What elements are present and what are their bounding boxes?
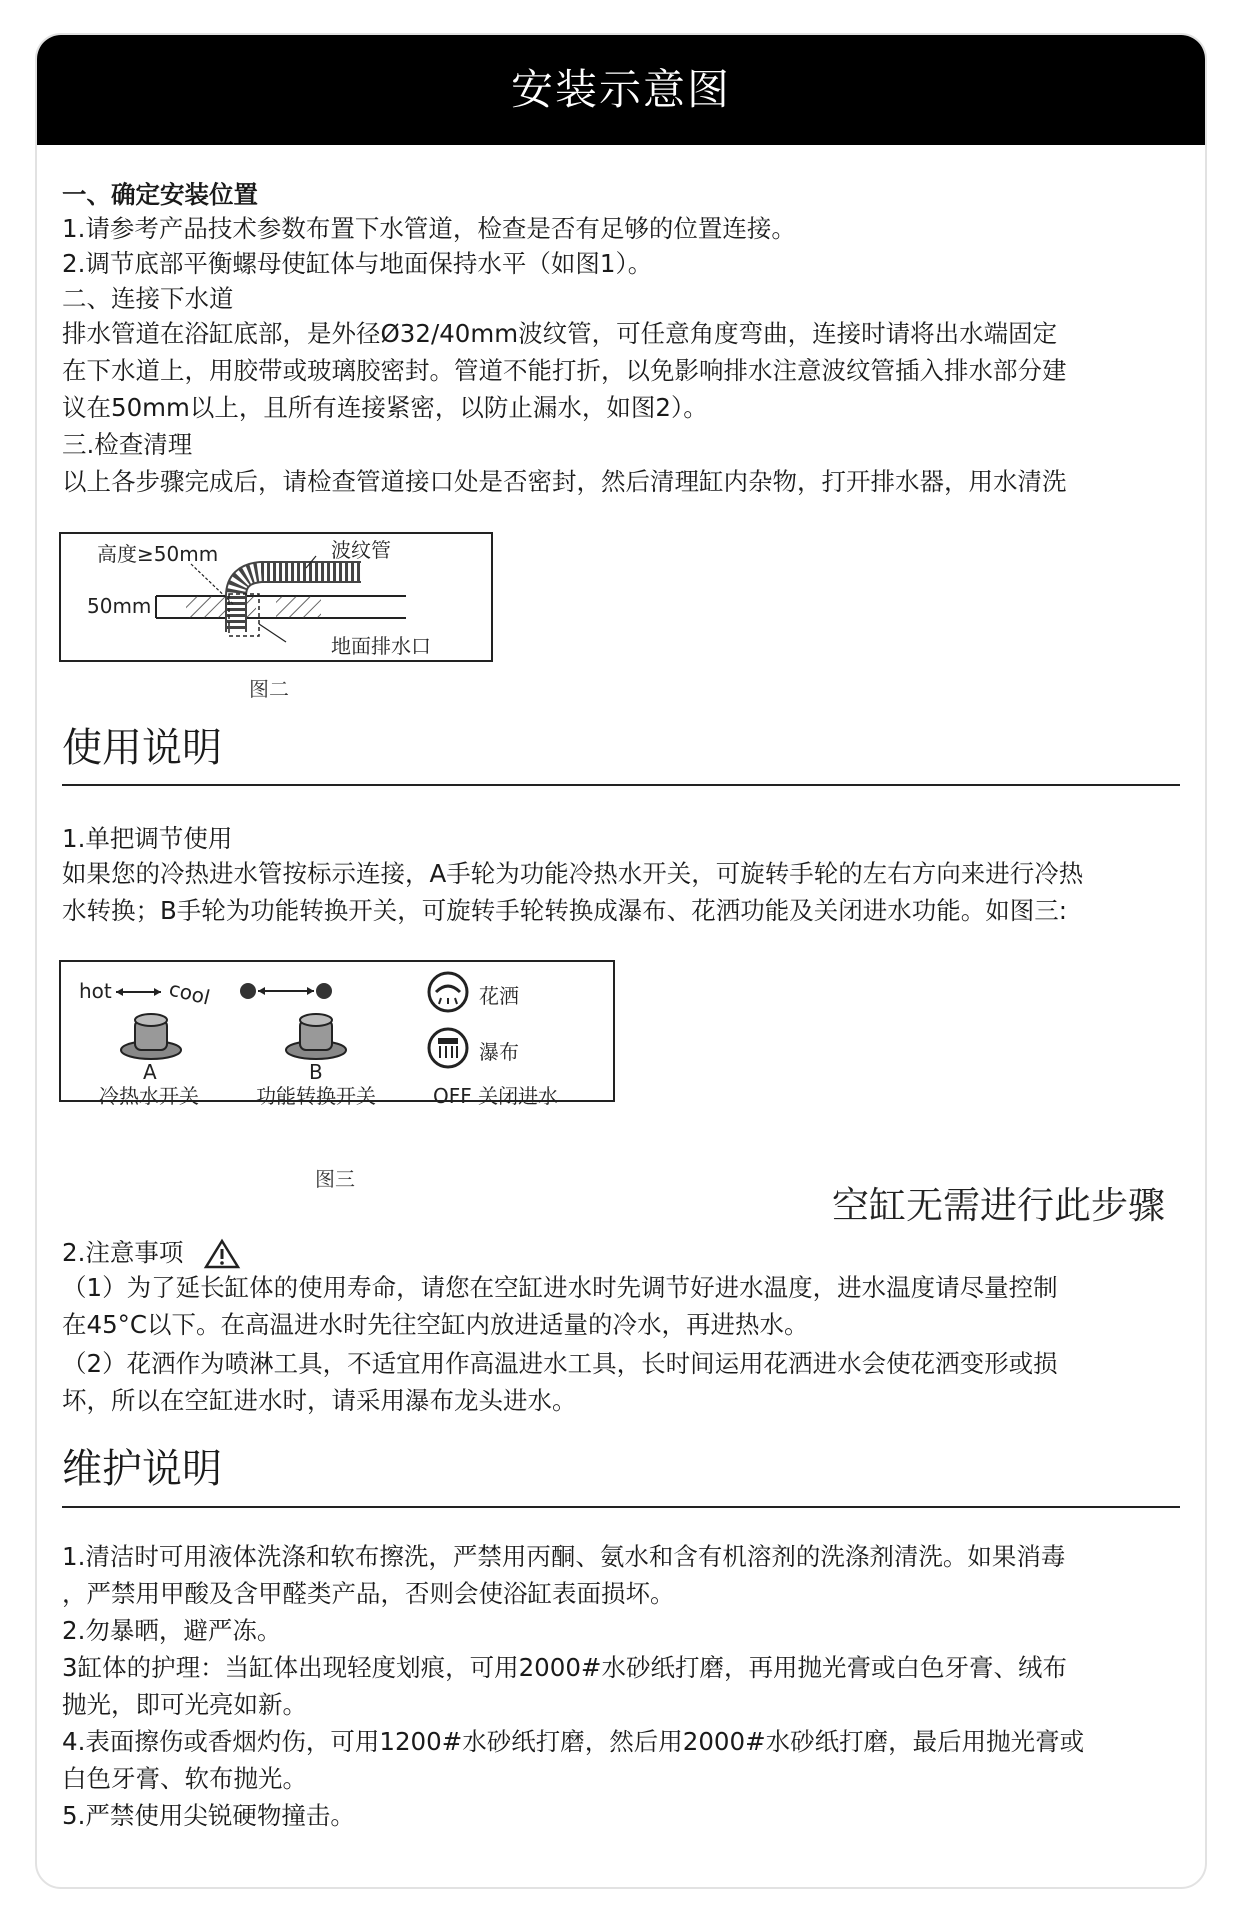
maintenance-line: ，严禁用甲酸及含甲醛类产品，否则会使浴缸表面损坏。 — [62, 1579, 675, 1608]
maintenance-line: 5.严禁使用尖锐硬物撞击。 — [62, 1801, 355, 1830]
caution-line: （2）花洒作为喷淋工具，不适宜用作高温进水工具，长时间运用花洒进水会使花洒变形或损 — [62, 1349, 1058, 1378]
maintenance-heading: 维护说明 — [62, 1446, 222, 1492]
label-50mm: 50mm — [87, 594, 152, 618]
install-line: 议在50mm以上，且所有连接紧密，以防止漏水，如图2）。 — [62, 393, 708, 422]
figure-2-drain-diagram — [59, 532, 493, 662]
label-waterfall: 瀑布 — [479, 1040, 519, 1064]
usage-divider — [62, 784, 1180, 786]
label-shower: 花洒 — [479, 984, 519, 1008]
label-off-close-water: OFF 关闭进水 — [433, 1084, 559, 1108]
maintenance-line: 抛光，即可光亮如新。 — [62, 1690, 307, 1719]
label-corrugated-pipe: 波纹管 — [331, 538, 391, 562]
caution-line: 坏，所以在空缸进水时，请采用瀑布龙头进水。 — [62, 1386, 577, 1415]
install-line: 在下水道上，用胶带或玻璃胶密封。管道不能打折，以免影响排水注意波纹管插入排水部分建 — [62, 356, 1067, 385]
maintenance-line: 白色牙膏、软布抛光。 — [62, 1764, 307, 1793]
install-line: 1.请参考产品技术参数布置下水管道，检查是否有足够的位置连接。 — [62, 214, 796, 243]
label-b: B — [309, 1060, 323, 1084]
maintenance-line: 1.清洁时可用液体洗涤和软布擦洗，严禁用丙酮、氨水和含有机溶剂的洗涤剂清洗。如果消毒 — [62, 1542, 1066, 1571]
instruction-card — [35, 33, 1207, 1889]
figure-3-caption: 图三 — [315, 1167, 355, 1191]
warning-icon — [203, 1238, 241, 1270]
install-step3-title: 三.检查清理 — [62, 430, 193, 459]
install-step2-title: 二、连接下水道 — [62, 284, 234, 313]
maintenance-line: 2.勿暴晒，避严冻。 — [62, 1616, 282, 1645]
install-line: 2.调节底部平衡螺母使缸体与地面保持水平（如图1）。 — [62, 249, 653, 278]
caution-title: 2.注意事项 — [62, 1238, 184, 1267]
usage-line: 1.单把调节使用 — [62, 824, 233, 853]
label-hot: hot — [79, 979, 112, 1003]
label-a-cold-hot-switch: 冷热水开关 — [99, 1084, 199, 1108]
caution-line: 在45°C以下。在高温进水时先往空缸内放进适量的冷水，再进热水。 — [62, 1310, 809, 1339]
install-line: 排水管道在浴缸底部，是外径Ø32/40mm波纹管，可任意角度弯曲，连接时请将出水端固定 — [62, 319, 1058, 348]
usage-heading: 使用说明 — [62, 725, 222, 771]
label-floor-drain: 地面排水口 — [331, 634, 431, 658]
label-cool: cool — [166, 976, 213, 1010]
label-height: 高度≥50mm — [97, 542, 219, 566]
label-a: A — [143, 1060, 157, 1084]
maintenance-line: 4.表面擦伤或香烟灼伤，可用1200#水砂纸打磨，然后用2000#水砂纸打磨，最后用抛光膏或 — [62, 1727, 1085, 1756]
figure-3-valve-diagram — [59, 960, 615, 1108]
maintenance-line: 3缸体的护理：当缸体出现轻度划痕，可用2000#水砂纸打磨，再用抛光膏或白色牙膏、绒布 — [62, 1653, 1067, 1682]
install-step1-title: 一、确定安装位置 — [62, 180, 258, 209]
maintenance-divider — [62, 1506, 1180, 1508]
install-line: 以上各步骤完成后，请检查管道接口处是否密封，然后清理缸内杂物，打开排水器，用水清洗 — [62, 467, 1067, 496]
figure-2-caption: 图二 — [249, 677, 289, 701]
label-b-function-switch: 功能转换开关 — [256, 1084, 376, 1108]
empty-tub-note: 空缸无需进行此步骤 — [832, 1184, 1165, 1227]
usage-line: 如果您的冷热进水管按标示连接，A手轮为功能冷热水开关，可旋转手轮的左右方向来进行冷热 — [62, 859, 1084, 888]
usage-line: 水转换；B手轮为功能转换开关，可旋转手轮转换成瀑布、花洒功能及关闭进水功能。如图三: — [62, 896, 1068, 925]
caution-line: （1）为了延长缸体的使用寿命，请您在空缸进水时先调节好进水温度，进水温度请尽量控制 — [62, 1273, 1058, 1302]
caution-title-row — [62, 1234, 1182, 1271]
page-title: 安装示意图 — [37, 35, 1205, 145]
